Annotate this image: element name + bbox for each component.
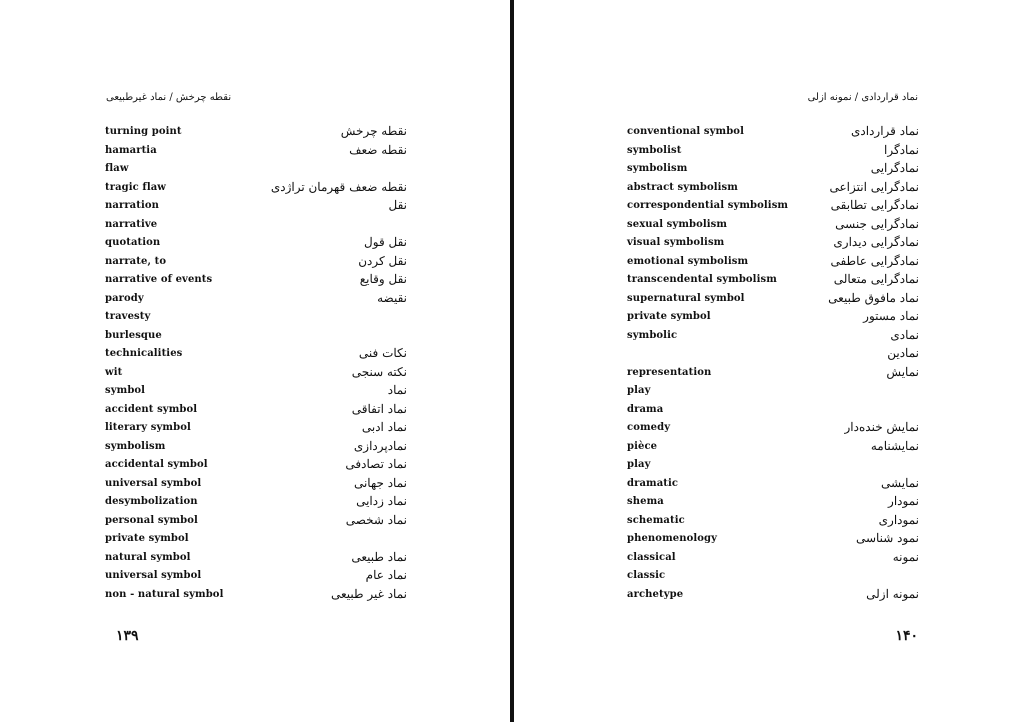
glossary-entry [627, 365, 919, 384]
persian-term: نمادگرایی تطابقی [830, 198, 919, 212]
glossary-entry [105, 587, 407, 606]
english-term: symbolist [627, 144, 682, 156]
glossary-entry [105, 161, 407, 180]
persian-term: نمایش خنده‌دار [844, 420, 919, 434]
running-header: نقطه چرخش / نماد غیرطبیعی [106, 92, 232, 103]
persian-term: نمادی [890, 327, 919, 342]
glossary-entry [627, 346, 919, 365]
english-term: private symbol [627, 311, 711, 322]
persian-term: نماد اتفاقی [351, 401, 407, 416]
glossary-entry [627, 587, 919, 606]
english-term: flaw [105, 163, 129, 174]
english-term: universal symbol [105, 477, 202, 489]
persian-term: نماد [387, 383, 407, 397]
english-term: tragic flaw [105, 181, 167, 193]
glossary-entry [105, 457, 407, 476]
persian-term: نماد قراردادی [851, 124, 919, 138]
glossary-entry [105, 383, 407, 402]
glossary-entry [627, 550, 919, 569]
english-term: abstract symbolism [627, 181, 738, 193]
english-term: emotional symbolism [627, 255, 749, 267]
glossary-entry [627, 291, 919, 310]
glossary-entry [627, 124, 919, 143]
glossary-entry [627, 513, 919, 532]
persian-term: نمادپردازی [353, 438, 407, 453]
english-term: narrative [105, 218, 158, 230]
glossary-entry [627, 217, 919, 236]
persian-term: نکته سنجی [351, 364, 407, 379]
glossary-entry [105, 198, 407, 217]
persian-term: نمادگرایی دیداری [833, 235, 919, 249]
english-term: literary symbol [105, 422, 191, 433]
persian-term: نماد عام [365, 568, 407, 582]
persian-term: نقل [388, 198, 407, 212]
glossary-entry [105, 402, 407, 421]
english-term: quotation [105, 237, 161, 248]
glossary-entry [627, 198, 919, 217]
english-term: travesty [105, 311, 151, 322]
persian-term: نماد طبیعی [351, 549, 407, 564]
persian-term: نمادگرایی [870, 161, 919, 175]
english-term: pièce [627, 440, 658, 452]
english-term: play [627, 459, 651, 470]
english-term: symbol [105, 385, 146, 396]
english-term: accident symbol [105, 403, 198, 415]
persian-term: نکات فنی [358, 346, 407, 360]
persian-term: نقطه چرخش [340, 124, 407, 138]
persian-term: نمونه ازلی [866, 586, 919, 601]
persian-term: نمادگرایی جنسی [835, 216, 919, 231]
running-header: نماد قراردادی / نمونه ازلی [807, 92, 918, 103]
english-term: phenomenology [627, 533, 718, 544]
persian-term: نمادین [887, 346, 919, 360]
english-term: supernatural symbol [627, 292, 745, 304]
glossary-entry [627, 328, 919, 347]
english-term: parody [105, 292, 144, 304]
glossary-entry [105, 124, 407, 143]
persian-term: نماد جهانی [353, 475, 407, 490]
glossary-entry [627, 439, 919, 458]
persian-term: نماد شخصی [345, 512, 407, 527]
english-term: archetype [627, 588, 684, 600]
english-term: comedy [627, 422, 671, 433]
english-term: technicalities [105, 348, 183, 359]
glossary-entry [627, 235, 919, 254]
english-term: burlesque [105, 329, 162, 341]
left-page [0, 0, 510, 722]
glossary-entry [105, 494, 407, 513]
glossary-entry [105, 309, 407, 328]
glossary-entry [627, 531, 919, 550]
english-term: conventional symbol [627, 126, 744, 137]
english-term: classical [627, 551, 676, 563]
english-term: narration [105, 200, 160, 211]
glossary-entry [105, 143, 407, 162]
glossary-entry [627, 161, 919, 180]
english-term: accidental symbol [105, 459, 208, 470]
glossary-entry [627, 143, 919, 162]
glossary-entry [627, 420, 919, 439]
glossary-entry [105, 254, 407, 273]
persian-term: نقیضه [377, 290, 407, 305]
glossary-entry [627, 180, 919, 199]
english-term: representation [627, 366, 712, 378]
glossary-entry [627, 402, 919, 421]
persian-term: نمادگرایی انتزاعی [829, 179, 919, 194]
glossary-entry [627, 476, 919, 495]
glossary-entry [105, 513, 407, 532]
english-term: transcendental symbolism [627, 274, 777, 285]
glossary-entry [105, 180, 407, 199]
english-term: symbolism [627, 163, 688, 174]
persian-term: نقل کردن [358, 253, 407, 268]
persian-term: نمادگرایی متعالی [833, 272, 919, 286]
english-term: drama [627, 403, 664, 415]
page-number: ۱۳۹ [116, 628, 139, 644]
english-term: natural symbol [105, 551, 191, 563]
glossary-entry [105, 235, 407, 254]
persian-term: نماد تصادفی [345, 457, 407, 471]
persian-term: نمادگرا [884, 142, 919, 157]
persian-term: نمایشی [881, 475, 919, 490]
glossary-entry [105, 346, 407, 365]
persian-term: نقل وقایع [359, 272, 407, 286]
glossary-entry [105, 291, 407, 310]
page-number: ۱۴۰ [895, 628, 918, 644]
persian-term: نمونه [892, 549, 919, 564]
english-term: non - natural symbol [105, 588, 224, 600]
glossary-entry [105, 439, 407, 458]
glossary-entry [105, 476, 407, 495]
glossary-entry [105, 420, 407, 439]
english-term: shema [627, 496, 664, 507]
glossary-entry [627, 309, 919, 328]
glossary-list [105, 124, 407, 605]
book-gutter [510, 0, 514, 722]
persian-term: نموداری [878, 512, 919, 527]
english-term: narrate, to [105, 255, 167, 267]
glossary-entry [105, 217, 407, 236]
english-term: hamartia [105, 144, 157, 156]
english-term: symbolic [627, 329, 678, 341]
glossary-entry [105, 568, 407, 587]
english-term: symbolism [105, 440, 166, 452]
english-term: classic [627, 570, 666, 581]
glossary-entry [105, 550, 407, 569]
right-page [516, 0, 1024, 722]
english-term: correspondential symbolism [627, 200, 789, 211]
glossary-list [627, 124, 919, 605]
glossary-entry [627, 494, 919, 513]
english-term: universal symbol [105, 570, 202, 581]
persian-term: نقطه ضعف [349, 142, 407, 157]
english-term: schematic [627, 514, 685, 526]
persian-term: نمودار [888, 494, 919, 508]
english-term: personal symbol [105, 514, 198, 526]
english-term: play [627, 385, 651, 396]
persian-term: نماد مستور [863, 309, 919, 323]
persian-term: نماد ادبی [361, 420, 407, 434]
english-term: dramatic [627, 477, 679, 489]
glossary-entry [105, 328, 407, 347]
english-term: wit [105, 366, 123, 378]
glossary-entry [105, 272, 407, 291]
persian-term: نماد غیر طبیعی [330, 586, 407, 601]
glossary-entry [627, 272, 919, 291]
persian-term: نمایش [886, 364, 919, 379]
english-term: desymbolization [105, 496, 198, 507]
glossary-entry [627, 383, 919, 402]
glossary-entry [627, 568, 919, 587]
persian-term: نماد زدایی [356, 494, 407, 508]
english-term: private symbol [105, 533, 189, 544]
english-term: visual symbolism [627, 237, 725, 248]
english-term: turning point [105, 126, 182, 137]
glossary-entry [105, 531, 407, 550]
glossary-entry [627, 457, 919, 476]
glossary-entry [105, 365, 407, 384]
persian-term: نمود شناسی [855, 531, 919, 545]
persian-term: نمایشنامه [870, 438, 919, 453]
persian-term: نقل قول [364, 235, 407, 249]
persian-term: نماد مافوق طبیعی [828, 290, 919, 305]
glossary-entry [627, 254, 919, 273]
persian-term: نقطه ضعف قهرمان تراژدی [270, 179, 407, 194]
english-term: narrative of events [105, 274, 213, 285]
persian-term: نمادگرایی عاطفی [830, 253, 919, 268]
english-term: sexual symbolism [627, 218, 728, 230]
